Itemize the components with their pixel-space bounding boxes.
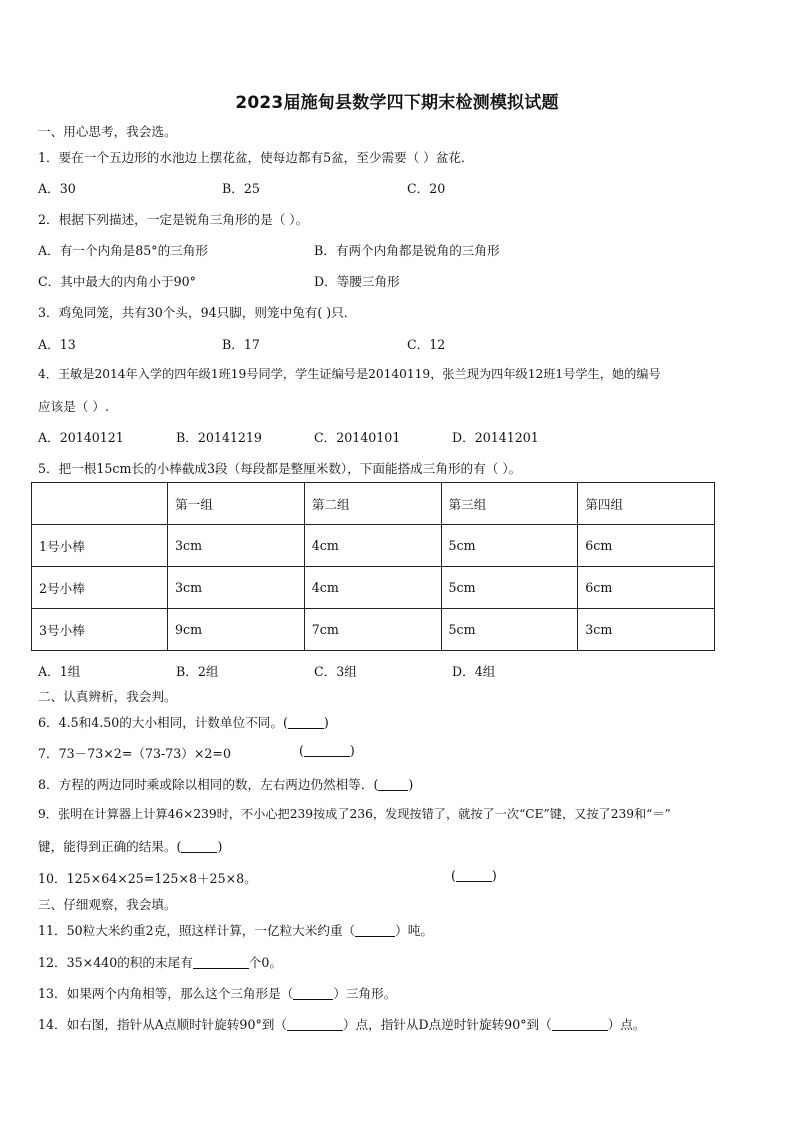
- q5-option-a: A．1组: [38, 664, 81, 679]
- table-cell: 第二组: [304, 483, 441, 525]
- question-13-text: 13．如果两个内角相等，那么这个三角形是（: [38, 986, 294, 1001]
- q3-option-a: A．13: [38, 337, 76, 352]
- answer-blank[interactable]: [193, 956, 249, 969]
- question-5: 5．把一根15cm长的小棒截成3段（每段都是整厘米数），下面能搭成三角形的有（ ）。: [38, 461, 522, 476]
- question-3: 3．鸡兔同笼，共有30个头，94只脚，则笼中兔有( )只．: [38, 305, 357, 320]
- question-13: [38, 983, 396, 1002]
- q5-option-d: D．4组: [452, 664, 496, 679]
- q4-option-b: B．20141219: [176, 430, 262, 445]
- table-cell: 6cm: [578, 525, 715, 567]
- section-1-heading: 一、用心思考，我会选。: [38, 124, 177, 139]
- answer-blank[interactable]: [456, 869, 492, 882]
- answer-blank[interactable]: [355, 924, 395, 937]
- question-9-end: ): [217, 839, 223, 854]
- table-cell: 4cm: [304, 567, 441, 609]
- question-10-answer: [451, 868, 497, 883]
- answer-blank[interactable]: [287, 1018, 343, 1031]
- question-14-mid: ）点，指针从D点逆时针旋转90°到（: [342, 1017, 552, 1032]
- question-14-text: 14．如右图，指针从A点顺时针旋转90°到（: [38, 1017, 287, 1032]
- question-11-text: 11．50粒大米约重2克，照这样计算，一亿粒大米约重（: [38, 923, 356, 938]
- section-2-heading: 二、认真辨析，我会判。: [38, 689, 177, 704]
- question-6-end: ): [323, 715, 329, 730]
- answer-blank[interactable]: [304, 744, 350, 757]
- q3-option-b: B．17: [222, 337, 260, 352]
- table-cell: 3cm: [578, 609, 715, 651]
- question-9-line-2: [38, 836, 222, 855]
- question-4-line-1: 4．王敏是2014年入学的四年级1班19号同学，学生证编号是20140119，张兰现为四年级12班1号学生，她的编号: [38, 367, 661, 381]
- q4-option-d: D．20141201: [452, 430, 539, 445]
- q2-option-c: C．其中最大的内角小于90°: [38, 274, 196, 289]
- question-12-text: 12．35×440的积的末尾有: [38, 955, 193, 970]
- question-11-end: ）吨。: [395, 923, 433, 938]
- question-6: [38, 712, 329, 731]
- table-cell: 4cm: [304, 525, 441, 567]
- q4-option-c: C．20140101: [314, 430, 401, 445]
- question-10-text: 10．125×64×25=125×8＋25×8。: [38, 871, 257, 886]
- table-cell: 9cm: [168, 609, 305, 651]
- question-7-text: 7．73－73×2=（73-73）×2=0: [38, 746, 231, 761]
- question-12-end: 个0。: [248, 955, 282, 970]
- table-row: [32, 567, 715, 609]
- q1-option-b: B．25: [222, 181, 260, 196]
- question-12: [38, 952, 282, 971]
- question-1: 1．要在一个五边形的水池边上摆花盆，使每边都有5盆，至少需要（ ）盆花．: [38, 150, 474, 165]
- table-cell: 第一组: [168, 483, 305, 525]
- question-8-text: 8．方程的两边同时乘或除以相同的数，左右两边仍然相等．(: [38, 777, 379, 792]
- question-6-text: 6．4.5和4.50的大小相同，计数单位不同。(: [38, 715, 288, 730]
- table-cell: 5cm: [441, 567, 578, 609]
- open-paren: (: [299, 743, 304, 758]
- q3-option-c: C．12: [407, 337, 446, 352]
- section-3-heading: 三、仔细观察，我会填。: [38, 897, 177, 912]
- table-cell: 第三组: [441, 483, 578, 525]
- answer-blank[interactable]: [378, 778, 408, 791]
- question-2: 2．根据下列描述，一定是锐角三角形的是（ ）。: [38, 212, 309, 227]
- question-7: [38, 743, 231, 762]
- question-8: [38, 774, 413, 793]
- q5-option-c: C．3组: [314, 664, 357, 679]
- q5-table: [31, 482, 715, 651]
- question-9-text: 键，能得到正确的结果。(: [38, 839, 182, 854]
- q2-option-d: D．等腰三角形: [314, 274, 400, 289]
- question-8-end: ): [408, 777, 414, 792]
- table-cell: 3cm: [168, 567, 305, 609]
- table-cell: 第四组: [578, 483, 715, 525]
- page-title: 2023届施甸县数学四下期末检测模拟试题: [235, 93, 559, 113]
- question-14-end: ）点。: [607, 1017, 646, 1032]
- table-cell: 3号小棒: [32, 609, 168, 651]
- q2-option-a: A．有一个内角是85°的三角形: [38, 243, 208, 258]
- table-cell: 7cm: [304, 609, 441, 651]
- q4-option-a: A．20140121: [38, 430, 124, 445]
- table-cell: 2号小棒: [32, 567, 168, 609]
- table-cell: 1号小棒: [32, 525, 168, 567]
- question-4-line-2: 应该是（ ）.: [38, 399, 109, 414]
- question-11: [38, 920, 433, 939]
- q1-option-a: A．30: [38, 181, 76, 196]
- close-paren: ): [349, 743, 355, 758]
- question-7-answer: [299, 743, 355, 758]
- question-14: [38, 1014, 645, 1033]
- question-13-end: ）三角形。: [333, 986, 397, 1001]
- table-cell: 5cm: [441, 525, 578, 567]
- q5-option-b: B．2组: [176, 664, 219, 679]
- question-10: [38, 868, 257, 887]
- q2-option-b: B．有两个内角都是锐角的三角形: [314, 243, 500, 258]
- table-cell: [32, 483, 168, 525]
- q1-option-c: C．20: [407, 181, 446, 196]
- table-cell: 3cm: [168, 525, 305, 567]
- open-paren: (: [451, 868, 456, 883]
- table-cell: 6cm: [578, 567, 715, 609]
- table-cell: 5cm: [441, 609, 578, 651]
- question-9-line-1: 9．张明在计算器上计算46×239时，不小心把239按成了236，发现按错了，就按了一次“CE”键，又按了239和“＝”: [38, 807, 671, 821]
- answer-blank[interactable]: [552, 1018, 608, 1031]
- table-header-row: [32, 483, 715, 525]
- answer-blank[interactable]: [293, 987, 333, 1000]
- close-paren: ): [491, 868, 497, 883]
- answer-blank[interactable]: [288, 716, 324, 729]
- answer-blank[interactable]: [181, 840, 217, 853]
- table-row: [32, 609, 715, 651]
- table-row: [32, 525, 715, 567]
